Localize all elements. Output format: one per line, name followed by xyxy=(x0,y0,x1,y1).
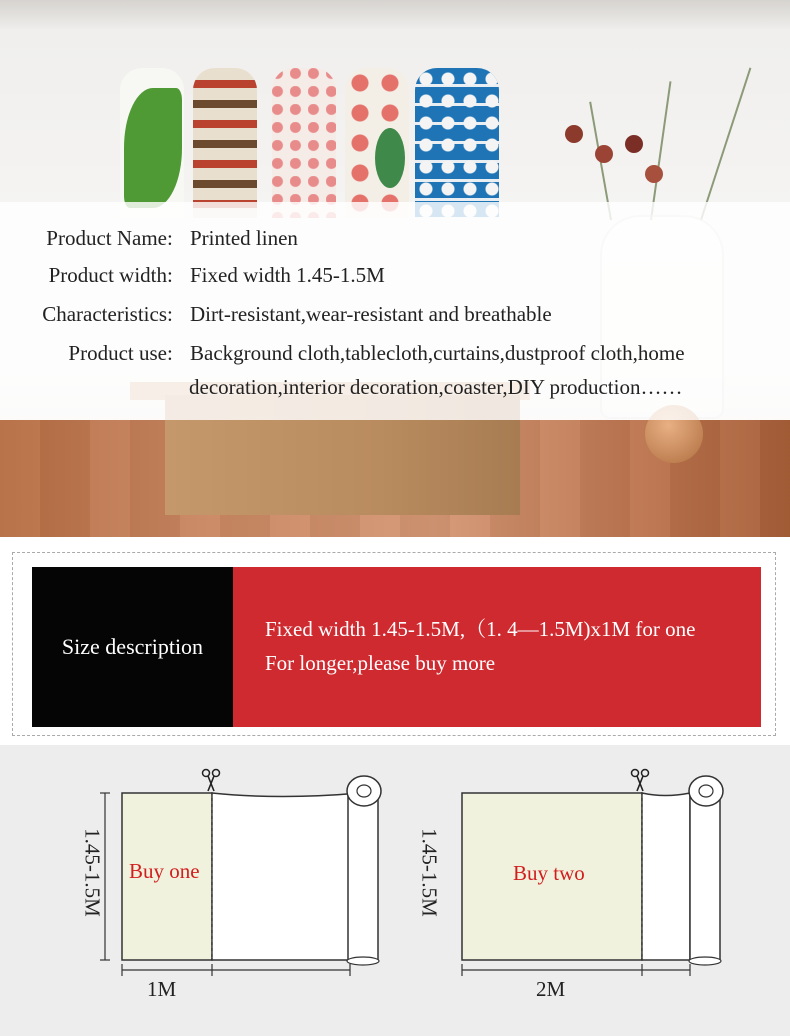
size-description-title xyxy=(32,567,233,727)
info-colon: : xyxy=(167,263,173,287)
fabric-roll-geometric xyxy=(193,68,257,218)
fabric-roll-flower xyxy=(345,68,409,218)
product-info-panel xyxy=(0,202,790,420)
size-line-1: Fixed width 1.45-1.5M,（1. 4—1.5M)x1M for one xyxy=(265,617,696,641)
width-dimension-left: 1M xyxy=(147,977,177,1001)
dried-flowers xyxy=(550,60,790,220)
info-colon: : xyxy=(167,341,173,365)
info-row-width xyxy=(0,260,790,290)
info-value: Printed linen xyxy=(190,226,298,250)
info-label: Characteristics xyxy=(42,302,167,326)
fabric-roll-floral xyxy=(272,68,336,218)
size-line-2: For longer,please buy more xyxy=(265,651,496,675)
scissors-icon xyxy=(632,770,649,792)
fabric-roll-leaf xyxy=(120,68,184,218)
info-value: Dirt-resistant,wear-resistant and breathable xyxy=(190,302,552,326)
buy-two-label: Buy two xyxy=(513,861,585,885)
buy-one-label: Buy one xyxy=(129,859,200,883)
height-dimension-left: 1.45-1.5M xyxy=(80,828,105,917)
info-row-characteristics xyxy=(0,299,790,329)
info-label: Product use xyxy=(68,341,167,365)
height-dimension-right: 1.45-1.5M xyxy=(417,828,442,917)
scissors-icon xyxy=(203,770,220,792)
info-row-name xyxy=(0,223,790,253)
info-colon: : xyxy=(167,302,173,326)
info-label: Product width xyxy=(48,263,167,287)
fabric-roll-blue-duck xyxy=(415,68,499,218)
size-description-panel xyxy=(233,567,761,727)
info-use-continuation: decoration,interior decoration,coaster,DIY production…… xyxy=(189,375,683,399)
diagram-graphic xyxy=(0,745,790,1036)
info-value: Fixed width 1.45-1.5M xyxy=(190,263,385,287)
width-dimension-right: 2M xyxy=(536,977,566,1001)
purchase-diagram xyxy=(0,745,790,1036)
info-label: Product Name xyxy=(46,226,167,250)
info-value: Background cloth,tablecloth,curtains,dustproof cloth,home xyxy=(190,341,685,365)
fabric-diagram-two xyxy=(462,770,723,977)
wall-trim xyxy=(0,0,790,30)
info-colon: : xyxy=(167,226,173,250)
size-title-text: Size description xyxy=(61,634,204,659)
info-row-use xyxy=(0,338,790,368)
